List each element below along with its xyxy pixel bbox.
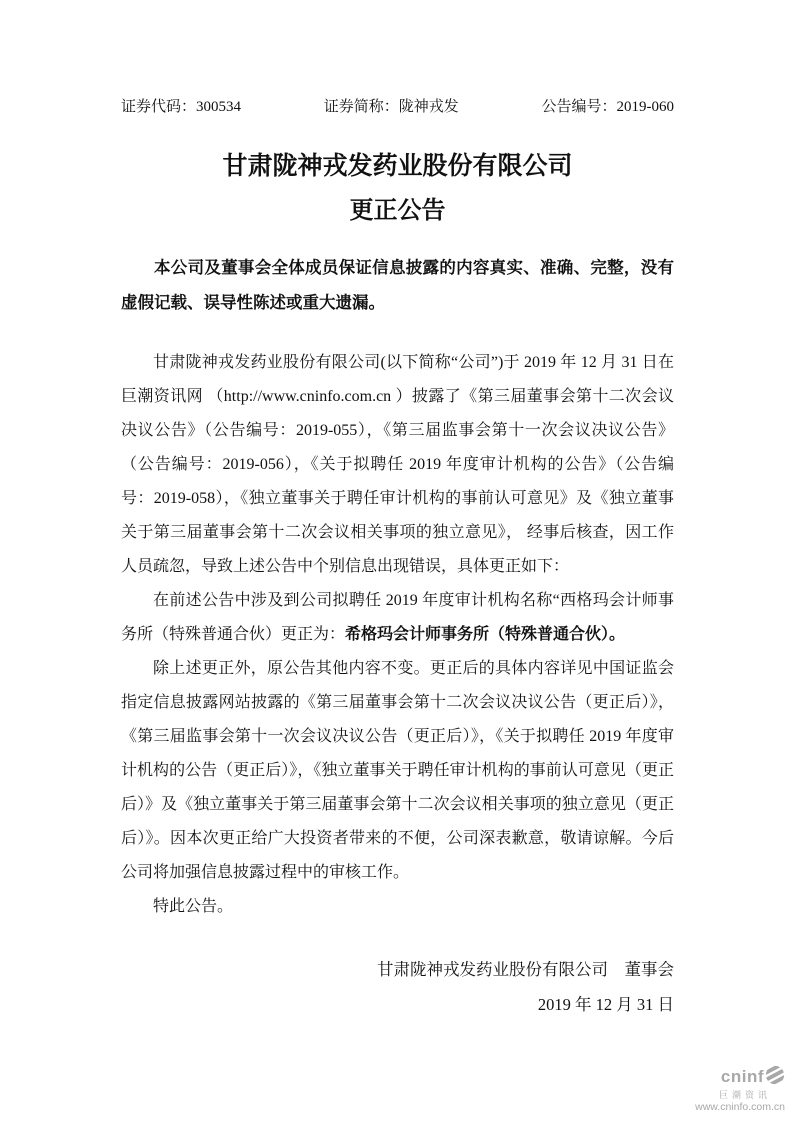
paragraph-2-corrected-name: 希格玛会计师事务所（特殊普通合伙）。	[345, 626, 626, 643]
body-paragraph-2	[121, 584, 674, 652]
closing-line: 特此公告。	[153, 898, 234, 915]
company-name-title: 甘肃陇神戎发药业股份有限公司	[222, 153, 573, 180]
body-paragraph-1: 甘肃陇神戎发药业股份有限公司(以下简称“公司”)于 2019 年 12 月 31 日在巨潮资讯网 （http://www.cninfo.com.cn ）披露了《第三届董事会第十二次会议决议公告》（公告编号：2019-055），《第三届监事会第十一次会议决议公告》（公告编号：2019-056），《关于拟聘任 2019 年度审计机构的公告》（公告编号：2019-058），《独立董事关于聘任审计机构的事前认可意见》及《独立董事关于第三届董事会第十二次会议相关事项的独立意见》， 经事后核查，因工作人员疏忽，导致上述公告中个别信息出现错误，具体更正如下：	[121, 354, 674, 575]
paragraph-2-normal-text: 在前述公告中涉及到公司拟聘任 2019 年度审计机构名称“西格玛会计师事务所（特殊普通合伙）更正为：	[121, 592, 674, 643]
stock-code: 证券代码：300534	[121, 99, 242, 115]
cninfo-logo-row	[695, 1065, 785, 1090]
signature-block	[121, 952, 674, 1022]
cninfo-url: www.cninfo.com.cn	[695, 1101, 785, 1114]
signer-line: 甘肃陇神戎发药业股份有限公司 董事会	[377, 960, 674, 979]
integrity-statement: 本公司及董事会全体成员保证信息披露的内容真实、准确、完整，没有虚假记载、误导性陈述或重大遗漏。	[121, 258, 674, 312]
announcement-number: 公告编号：2019-060	[541, 99, 674, 115]
cninfo-logo-text: cninf	[720, 1066, 764, 1086]
cninfo-swirl-icon	[765, 1065, 785, 1090]
announcement-type-title: 更正公告	[349, 198, 446, 224]
stock-abbr: 证券简称：陇神戎发	[323, 99, 459, 115]
cninfo-watermark	[695, 1065, 785, 1114]
title-block	[121, 144, 674, 234]
document-header	[121, 97, 674, 117]
date-line: 2019 年 12 月 31 日	[537, 995, 674, 1014]
cninfo-brand-cn: 巨潮资讯	[718, 1089, 771, 1100]
body-paragraph-3: 除上述更正外，原公告其他内容不变。更正后的具体内容详见中国证监会指定信息披露网站披露的《第三届董事会第十二次会议决议公告（更正后）》，《第三届监事会第十一次会议决议公告（更正后）》，《关于拟聘任 2019 年度审计机构的公告（更正后）》，《独立董事关于聘任审计机构的事前认可意见（更正后）》及《独立董事关于第三届董事会第十二次会议相关事项的独立意见（更正后）》。因本次更正给广大投资者带来的不便，公司深表歉意，敬请谅解。今后公司将加强信息披露过程中的审核工作。	[121, 660, 674, 881]
